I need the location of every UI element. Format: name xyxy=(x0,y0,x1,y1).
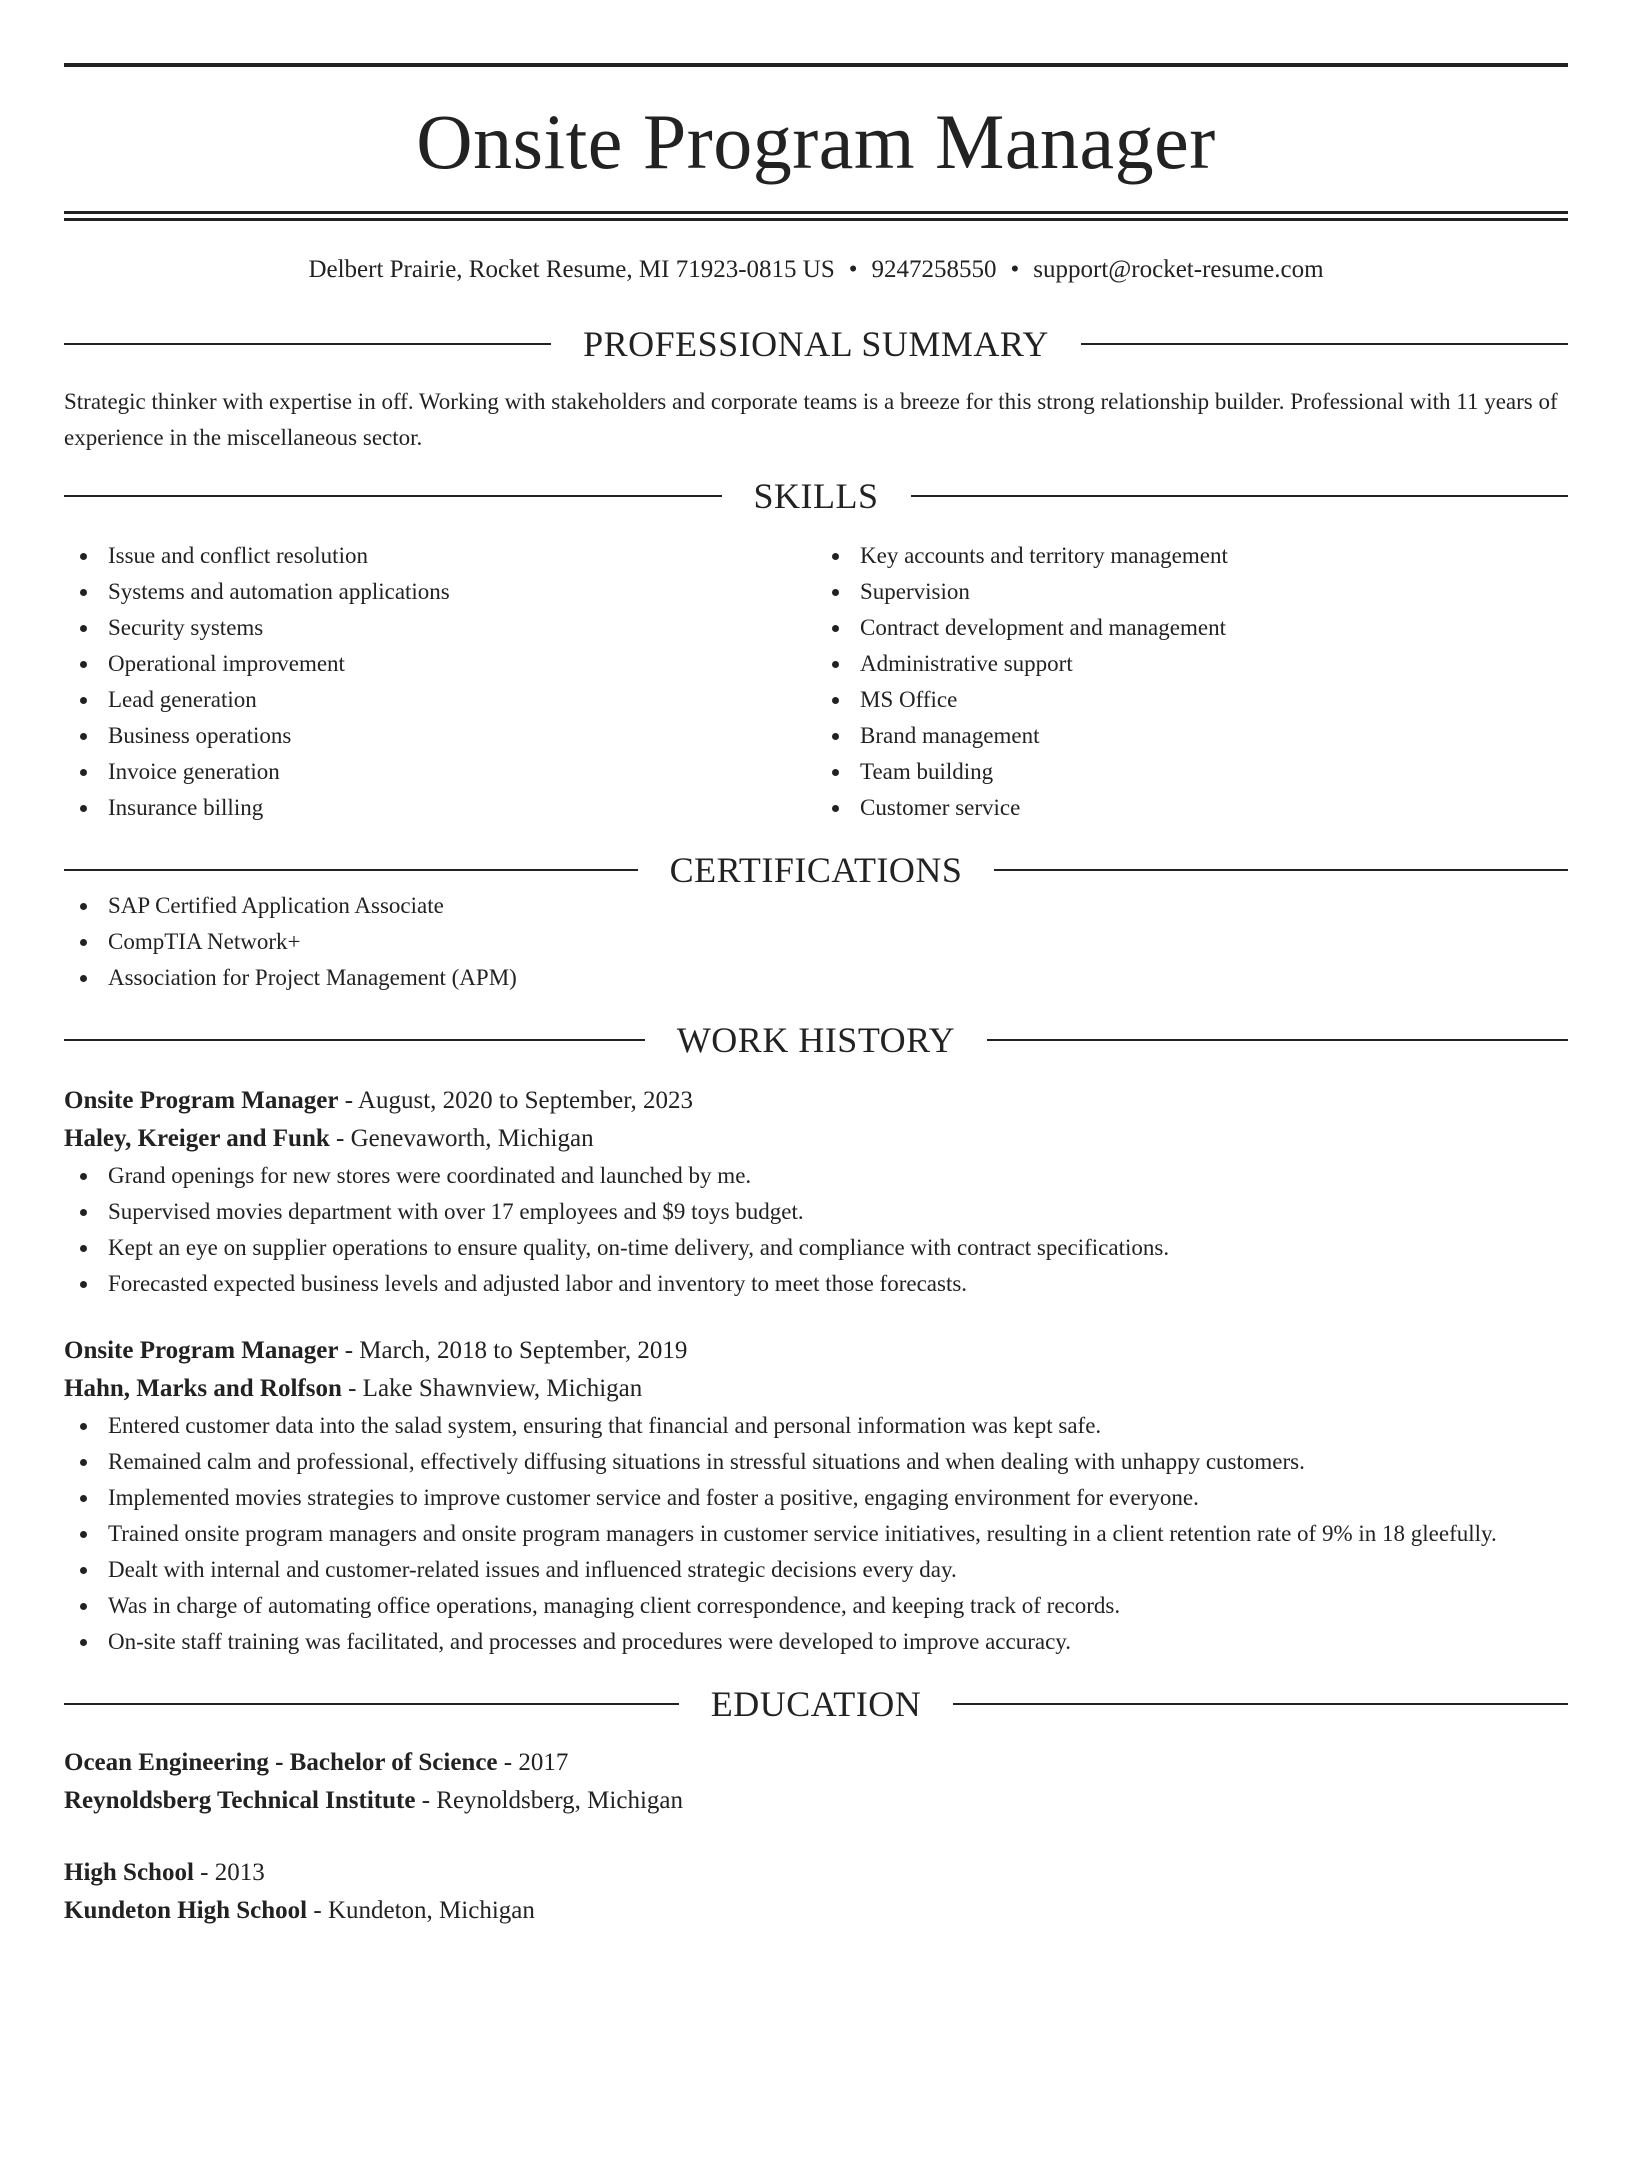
job-bullet: Was in charge of automating office operations, managing client correspondence, and keeping track of records. xyxy=(64,1588,1568,1624)
job-bullets xyxy=(64,1408,1568,1660)
job-entry xyxy=(64,1332,1568,1660)
education-school-line xyxy=(64,1782,1568,1820)
job-company: Haley, Kreiger and Funk xyxy=(64,1125,330,1152)
job-entry xyxy=(64,1082,1568,1302)
skill-item: Security systems xyxy=(64,610,816,646)
education-entry xyxy=(64,1744,1568,1820)
skill-item: Issue and conflict resolution xyxy=(64,538,816,574)
contact-email: support@rocket-resume.com xyxy=(1033,256,1324,283)
certification-item: CompTIA Network+ xyxy=(64,924,1568,960)
job-bullet: Kept an eye on supplier operations to ensure quality, on-time delivery, and compliance with contract specifications. xyxy=(64,1230,1568,1266)
education-heading-label: EDUCATION xyxy=(710,1684,922,1724)
heading-rule-right xyxy=(953,1703,1568,1705)
job-bullet: On-site staff training was facilitated, and processes and procedures were developed to improve accuracy. xyxy=(64,1624,1568,1660)
job-title-line xyxy=(64,1332,1568,1370)
job-bullet: Forecasted expected business levels and adjusted labor and inventory to meet those forecasts. xyxy=(64,1266,1568,1302)
skill-item: Invoice generation xyxy=(64,754,816,790)
certifications-heading xyxy=(64,852,1568,888)
education-degree-line xyxy=(64,1854,1568,1892)
skill-item: Business operations xyxy=(64,718,816,754)
certification-item: Association for Project Management (APM) xyxy=(64,960,1568,996)
skills-grid xyxy=(64,538,1568,826)
skills-heading-label: SKILLS xyxy=(753,476,879,516)
education-location: - Kundeton, Michigan xyxy=(307,1897,535,1924)
heading-rule-left xyxy=(64,343,551,345)
heading-rule-left xyxy=(64,869,638,871)
education-heading xyxy=(64,1686,1568,1722)
summary-heading-label: PROFESSIONAL SUMMARY xyxy=(583,324,1049,364)
job-bullet: Implemented movies strategies to improve customer service and foster a positive, engaging environment for everyone. xyxy=(64,1480,1568,1516)
job-title: Onsite Program Manager xyxy=(64,1337,339,1364)
work-heading-label: WORK HISTORY xyxy=(676,1020,956,1060)
job-bullet: Entered customer data into the salad system, ensuring that financial and personal information was kept safe. xyxy=(64,1408,1568,1444)
education-degree: High School xyxy=(64,1859,194,1886)
skill-item: Key accounts and territory management xyxy=(816,538,1568,574)
contact-address: Delbert Prairie, Rocket Resume, MI 71923-0815 US xyxy=(308,256,835,283)
heading-rule-right xyxy=(987,1039,1568,1041)
education-school-line xyxy=(64,1892,1568,1930)
skills-left-list xyxy=(64,538,816,826)
summary-text: Strategic thinker with expertise in off. Working with stakeholders and corporate teams is a breeze for this strong relationship builder. Professional with 11 years of experience in the miscellaneous sector. xyxy=(64,389,1558,450)
resume-title: Onsite Program Manager xyxy=(416,98,1216,185)
job-location: - Genevaworth, Michigan xyxy=(329,1125,594,1152)
skill-item: Insurance billing xyxy=(64,790,816,826)
job-bullet: Supervised movies department with over 17 employees and $9 toys budget. xyxy=(64,1194,1568,1230)
top-rule xyxy=(64,63,1568,67)
education-degree-line xyxy=(64,1744,1568,1782)
education-year: - 2013 xyxy=(193,1859,265,1886)
education-school: Kundeton High School xyxy=(64,1897,308,1924)
skill-item: Brand management xyxy=(816,718,1568,754)
job-bullets xyxy=(64,1158,1568,1302)
heading-rule-left xyxy=(64,495,722,497)
skill-item: Systems and automation applications xyxy=(64,574,816,610)
heading-rule-right xyxy=(911,495,1569,497)
heading-rule-right xyxy=(1081,343,1568,345)
job-company-line xyxy=(64,1370,1568,1408)
work-heading xyxy=(64,1022,1568,1058)
skill-item: Supervision xyxy=(816,574,1568,610)
heading-rule-right xyxy=(994,869,1568,871)
certifications-heading-label: CERTIFICATIONS xyxy=(669,850,963,890)
job-location: - Lake Shawnview, Michigan xyxy=(341,1375,643,1402)
education-location: - Reynoldsberg, Michigan xyxy=(415,1787,683,1814)
skill-item: Administrative support xyxy=(816,646,1568,682)
job-dates: - August, 2020 to September, 2023 xyxy=(338,1087,694,1114)
education-school: Reynoldsberg Technical Institute xyxy=(64,1787,416,1814)
heading-rule-left xyxy=(64,1039,645,1041)
skill-item: Team building xyxy=(816,754,1568,790)
contact-separator: • xyxy=(848,256,858,283)
job-bullet: Remained calm and professional, effectively diffusing situations in stressful situations and when dealing with unhappy customers. xyxy=(64,1444,1568,1480)
contact-line xyxy=(64,257,1568,282)
contact-separator: • xyxy=(1010,256,1020,283)
job-bullet: Trained onsite program managers and onsite program managers in customer service initiatives, resulting in a client retention rate of 9% in 18 gleefully. xyxy=(64,1516,1568,1552)
skill-item: Lead generation xyxy=(64,682,816,718)
certification-item: SAP Certified Application Associate xyxy=(64,888,1568,924)
contact-phone: 9247258550 xyxy=(871,256,997,283)
skill-item: Operational improvement xyxy=(64,646,816,682)
job-title: Onsite Program Manager xyxy=(64,1087,339,1114)
job-dates: - March, 2018 to September, 2019 xyxy=(338,1337,688,1364)
summary-heading xyxy=(64,326,1568,362)
education-year: - 2017 xyxy=(497,1749,569,1776)
skills-heading xyxy=(64,478,1568,514)
resume-page xyxy=(0,63,1632,2175)
education-entry xyxy=(64,1854,1568,1930)
title-double-rule xyxy=(64,211,1568,221)
job-bullet: Grand openings for new stores were coordinated and launched by me. xyxy=(64,1158,1568,1194)
certifications-list xyxy=(64,888,1568,996)
skills-right-list xyxy=(816,538,1568,826)
job-company-line xyxy=(64,1120,1568,1158)
skill-item: Customer service xyxy=(816,790,1568,826)
skill-item: Contract development and management xyxy=(816,610,1568,646)
education-degree: Ocean Engineering - Bachelor of Science xyxy=(64,1749,498,1776)
skill-item: MS Office xyxy=(816,682,1568,718)
job-company: Hahn, Marks and Rolfson xyxy=(64,1375,342,1402)
job-title-line xyxy=(64,1082,1568,1120)
heading-rule-left xyxy=(64,1703,679,1705)
job-bullet: Dealt with internal and customer-related issues and influenced strategic decisions every day. xyxy=(64,1552,1568,1588)
